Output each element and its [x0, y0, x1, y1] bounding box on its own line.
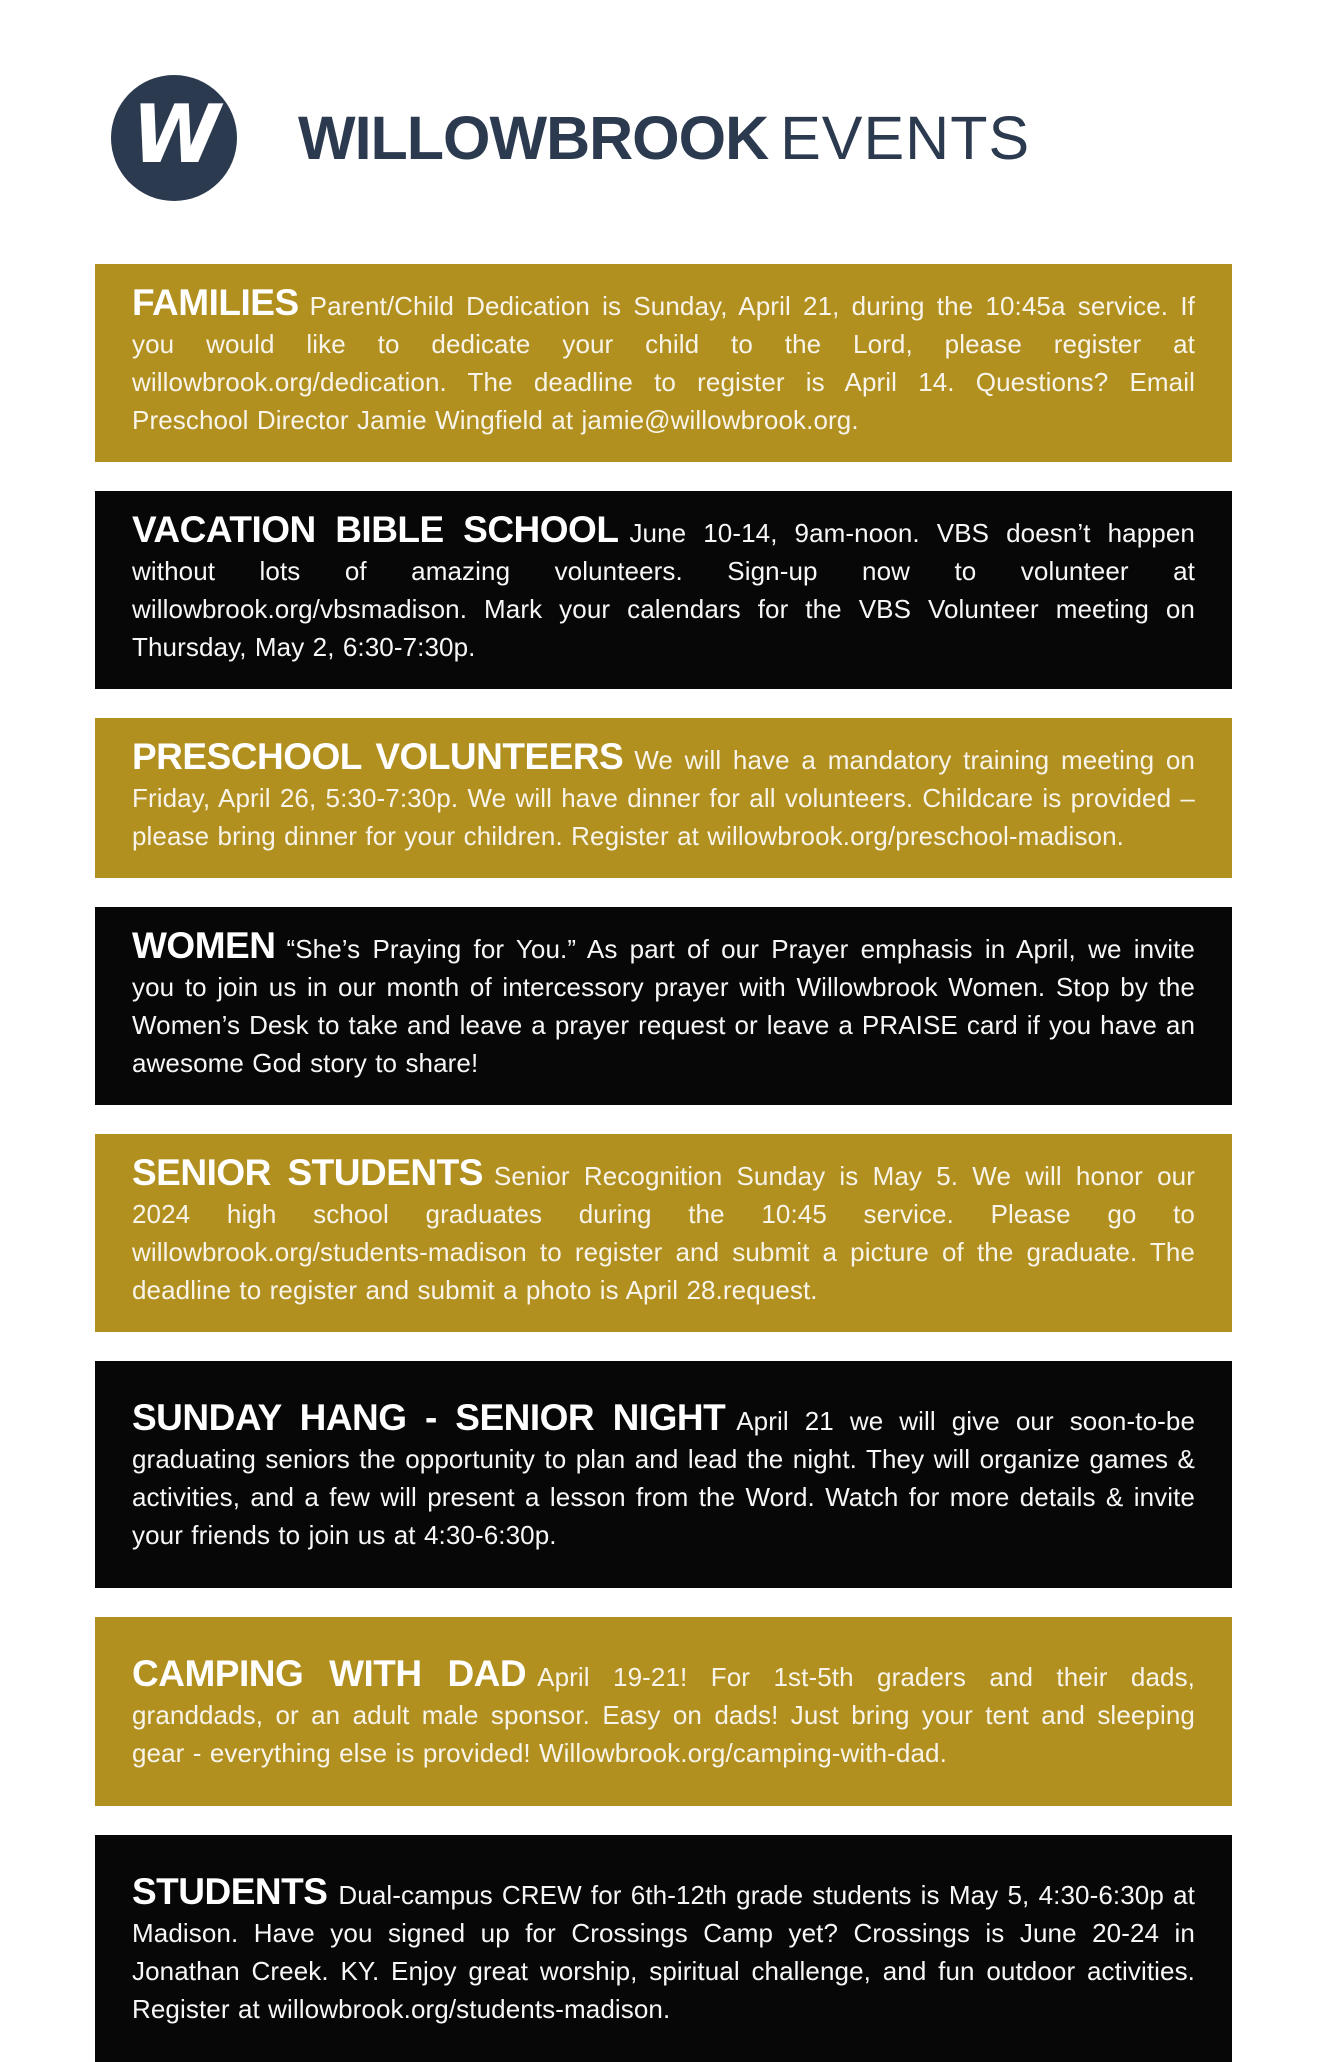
section-body: Senior Recognition Sunday is May 5. We will honor our 2024 high school graduates during the 10:45 service. Please go to willowbrook.org/students-madison to register and submit a picture of the graduate. The deadline to register and submit a photo is April 28.request. [132, 1161, 1195, 1305]
brand-name-light: EVENTS [780, 104, 1031, 172]
section-vacation-bible-school [95, 491, 1232, 689]
section-students [95, 1835, 1232, 2062]
section-title: WOMEN [132, 925, 276, 966]
brand-name-bold: WILLOWBROOK [298, 104, 769, 172]
section-title: PRESCHOOL VOLUNTEERS [132, 736, 624, 777]
section-senior-students [95, 1134, 1232, 1332]
logo-letter: W [131, 88, 221, 181]
willowbrook-logo-icon [110, 74, 238, 202]
section-sunday-hang-senior-night [95, 1361, 1232, 1588]
section-body: April 19-21! For 1st-5th graders and their dads, granddads, or an adult male sponsor. Easy on dads! Just bring your tent and sleeping gear - everything else is provided! Willowbrook.org/camping-with-dad. [132, 1662, 1195, 1768]
flyer-header [0, 0, 1325, 202]
section-body: We will have a mandatory training meeting on Friday, April 26, 5:30-7:30p. We will have dinner for all volunteers. Childcare is provided – please bring dinner for your children. Register at willowbrook.org/preschool-madison. [132, 745, 1195, 851]
section-families [95, 264, 1232, 462]
events-list [95, 264, 1232, 2062]
section-title: SENIOR STUDENTS [132, 1152, 483, 1193]
section-body: Parent/Child Dedication is Sunday, April 21, during the 10:45a service. If you would like to dedicate your child to the Lord, please register at willowbrook.org/dedication. The deadline to register is April 14. Questions? Email Preschool Director Jamie Wingfield at jamie@willowbrook.org. [132, 291, 1195, 435]
section-body: April 21 we will give our soon-to-be graduating seniors the opportunity to plan and lead the night. They will organize games & activities, and a few will present a lesson from the Word. Watch for more details & invite your friends to join us at 4:30-6:30p. [132, 1406, 1196, 1550]
section-title: SUNDAY HANG - SENIOR NIGHT [132, 1397, 726, 1438]
section-title: FAMILIES [132, 282, 299, 323]
section-title: VACATION BIBLE SCHOOL [132, 509, 619, 550]
section-camping-with-dad [95, 1617, 1232, 1806]
section-title: CAMPING WITH DAD [132, 1653, 527, 1694]
section-body: “She’s Praying for You.” As part of our Prayer emphasis in April, we invite you to join us in our month of intercessory prayer with Willowbrook Women. Stop by the Women’s Desk to take and leave a prayer request or leave a PRAISE card if you have an awesome God story to share! [132, 934, 1195, 1078]
section-title: STUDENTS [132, 1871, 328, 1912]
brand-wordmark [298, 103, 1030, 173]
section-preschool-volunteers [95, 718, 1232, 878]
section-body: June 10-14, 9am-noon. VBS doesn’t happen without lots of amazing volunteers. Sign-up now to volunteer at willowbrook.org/vbsmadison. Mark your calendars for the VBS Volunteer meeting on Thursday, May 2, 6:30-7:30p. [132, 518, 1195, 662]
section-body: Dual-campus CREW for 6th-12th grade students is May 5, 4:30-6:30p at Madison. Have you signed up for Crossings Camp yet? Crossings is June 20-24 in Jonathan Creek. KY. Enjoy great worship, spiritual challenge, and fun outdoor activities. Register at willowbrook.org/students-madison. [132, 1880, 1195, 2024]
section-women [95, 907, 1232, 1105]
